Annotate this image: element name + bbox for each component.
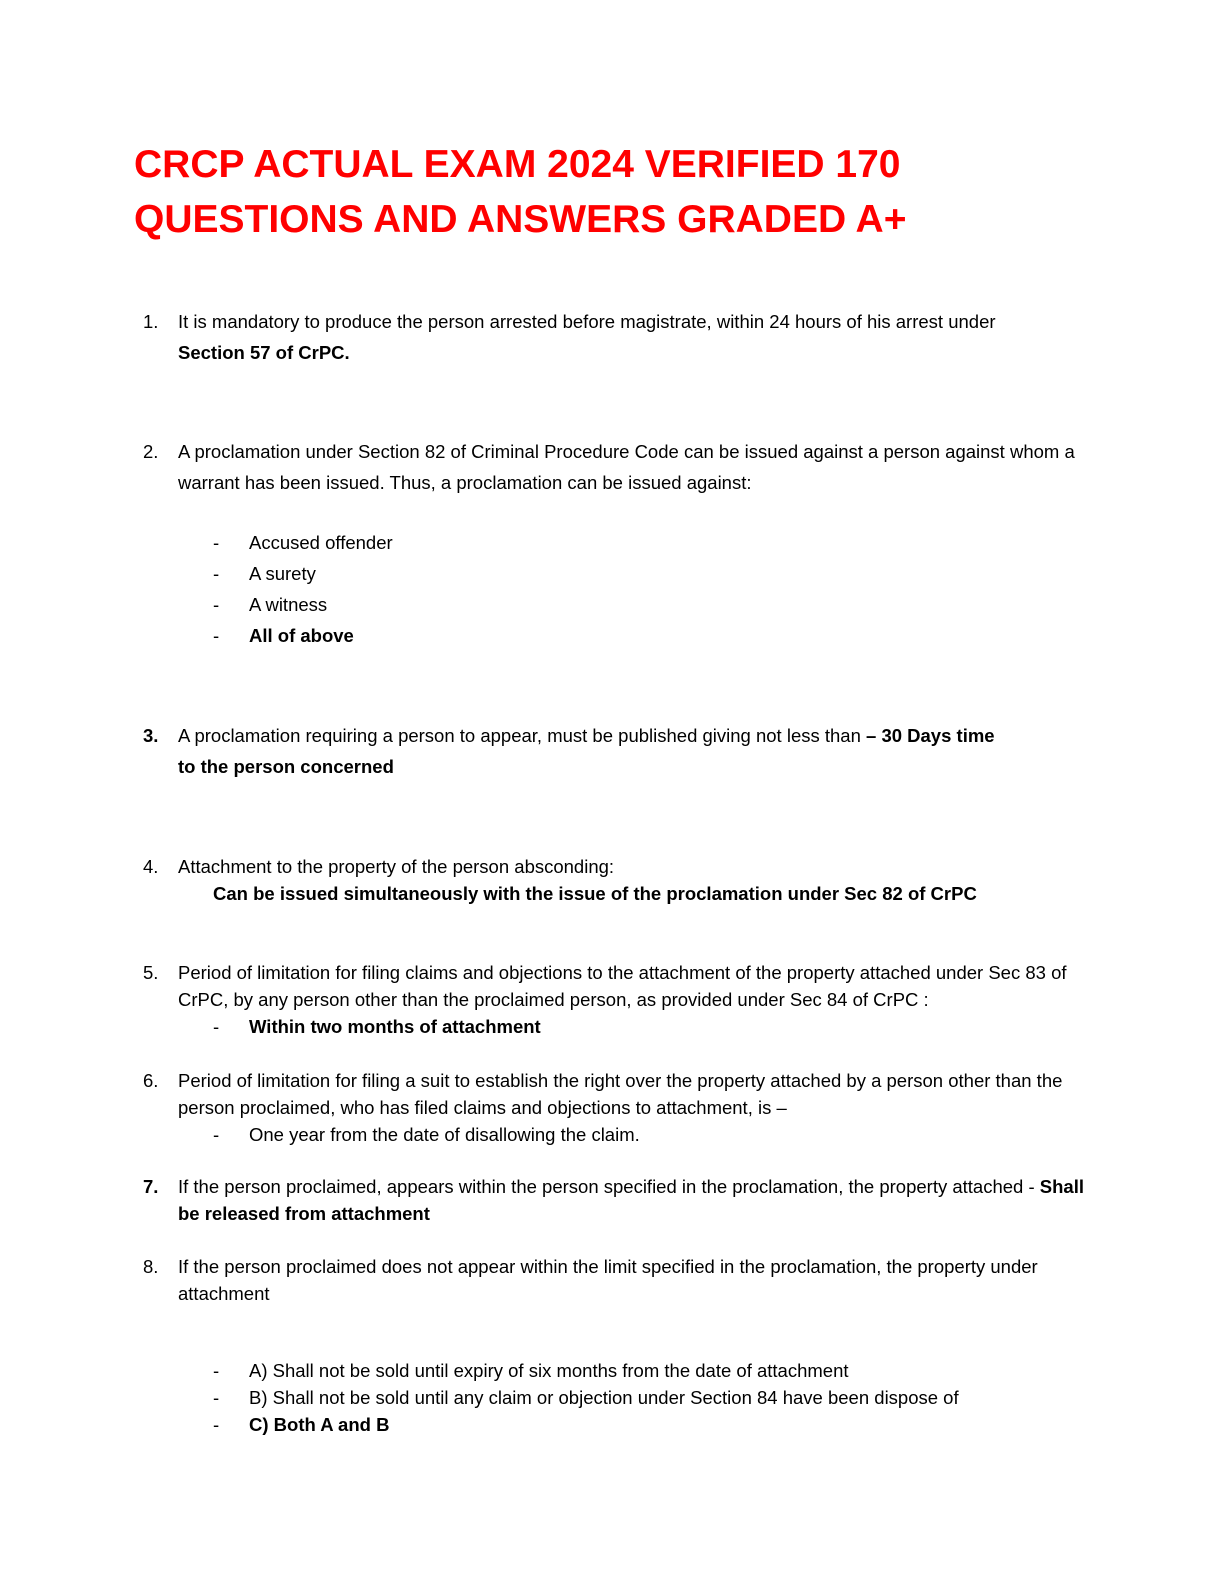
question-3 xyxy=(143,720,1103,782)
option-item xyxy=(213,527,1113,558)
dash-bullet: - xyxy=(213,594,220,615)
answer-text: Shall be released from attachment xyxy=(178,1176,1084,1224)
question-text: It is mandatory to produce the person arrested before magistrate, within 24 hours of his arrest under xyxy=(178,311,996,332)
answer-text-continued: to the person concerned xyxy=(178,756,394,777)
option-text: Accused offender xyxy=(249,532,393,553)
question-text: Attachment to the property of the person absconding: xyxy=(178,856,615,877)
answer-text: Section 57 of CrPC. xyxy=(178,342,350,363)
question-number: 3. xyxy=(143,725,159,746)
option-item xyxy=(213,1121,1113,1148)
option-item xyxy=(213,589,1113,620)
question-text: A proclamation under Section 82 of Criminal Procedure Code can be issued against a person against whom a warrant has been issued. Thus, a proclamation can be issued against: xyxy=(178,441,1075,493)
question-2-options xyxy=(213,527,1113,651)
question-text: If the person proclaimed, appears within the person specified in the proclamation, the property attached - xyxy=(178,1176,1040,1197)
option-text: B) Shall not be sold until any claim or objection under Section 84 have been dispose of xyxy=(249,1387,959,1408)
option-text-correct: All of above xyxy=(249,625,354,646)
question-number: 8. xyxy=(143,1256,159,1277)
question-number: 4. xyxy=(143,856,159,877)
question-5 xyxy=(143,959,1103,1013)
question-number: 7. xyxy=(143,1176,159,1197)
question-7 xyxy=(143,1173,1103,1227)
question-8 xyxy=(143,1253,1103,1307)
question-6 xyxy=(143,1067,1103,1121)
option-item xyxy=(213,1357,1113,1384)
option-item xyxy=(213,1384,1113,1411)
option-text: A) Shall not be sold until expiry of six months from the date of attachment xyxy=(249,1360,849,1381)
option-item xyxy=(213,1411,1113,1438)
question-4 xyxy=(143,853,1103,907)
document-title xyxy=(134,137,1094,247)
dash-bullet: - xyxy=(213,1360,220,1381)
dash-bullet: - xyxy=(213,625,220,646)
question-1 xyxy=(143,306,1103,368)
dash-bullet: - xyxy=(213,1387,220,1408)
question-6-options xyxy=(213,1121,1113,1148)
question-text: Period of limitation for filing a suit to establish the right over the property attached by a person other than the person proclaimed, who has filed claims and objections to attachment, is – xyxy=(178,1070,1063,1118)
dash-bullet: - xyxy=(213,1016,220,1037)
option-item xyxy=(213,620,1113,651)
dash-bullet: - xyxy=(213,532,220,553)
answer-text: Within two months of attachment xyxy=(249,1016,541,1037)
question-8-options xyxy=(213,1357,1113,1438)
option-text: A surety xyxy=(249,563,316,584)
dash-bullet: - xyxy=(213,563,220,584)
question-5-options xyxy=(213,1013,1113,1040)
dash-bullet: - xyxy=(213,1124,220,1145)
question-2 xyxy=(143,436,1103,498)
option-item xyxy=(213,558,1113,589)
question-text: Period of limitation for filing claims and objections to the attachment of the property attached under Sec 83 of CrPC, by any person other than the proclaimed person, as provided under Sec 84 of CrPC : xyxy=(178,962,1067,1010)
title-line-2: QUESTIONS AND ANSWERS GRADED A+ xyxy=(134,198,907,241)
question-number: 2. xyxy=(143,441,159,462)
question-number: 5. xyxy=(143,962,159,983)
question-number: 1. xyxy=(143,311,159,332)
answer-text: – 30 Days time xyxy=(866,725,995,746)
answer-text: One year from the date of disallowing the claim. xyxy=(249,1124,640,1145)
option-item xyxy=(213,1013,1113,1040)
answer-text: Can be issued simultaneously with the issue of the proclamation under Sec 82 of CrPC xyxy=(213,883,977,904)
option-text: A witness xyxy=(249,594,328,615)
question-text: If the person proclaimed does not appear within the limit specified in the proclamation, the property under attachment xyxy=(178,1256,1038,1304)
option-text-correct: C) Both A and B xyxy=(249,1414,390,1435)
question-number: 6. xyxy=(143,1070,159,1091)
question-text: A proclamation requiring a person to appear, must be published giving not less than xyxy=(178,725,867,746)
dash-bullet: - xyxy=(213,1414,220,1435)
title-line-1: CRCP ACTUAL EXAM 2024 VERIFIED 170 xyxy=(134,143,901,186)
